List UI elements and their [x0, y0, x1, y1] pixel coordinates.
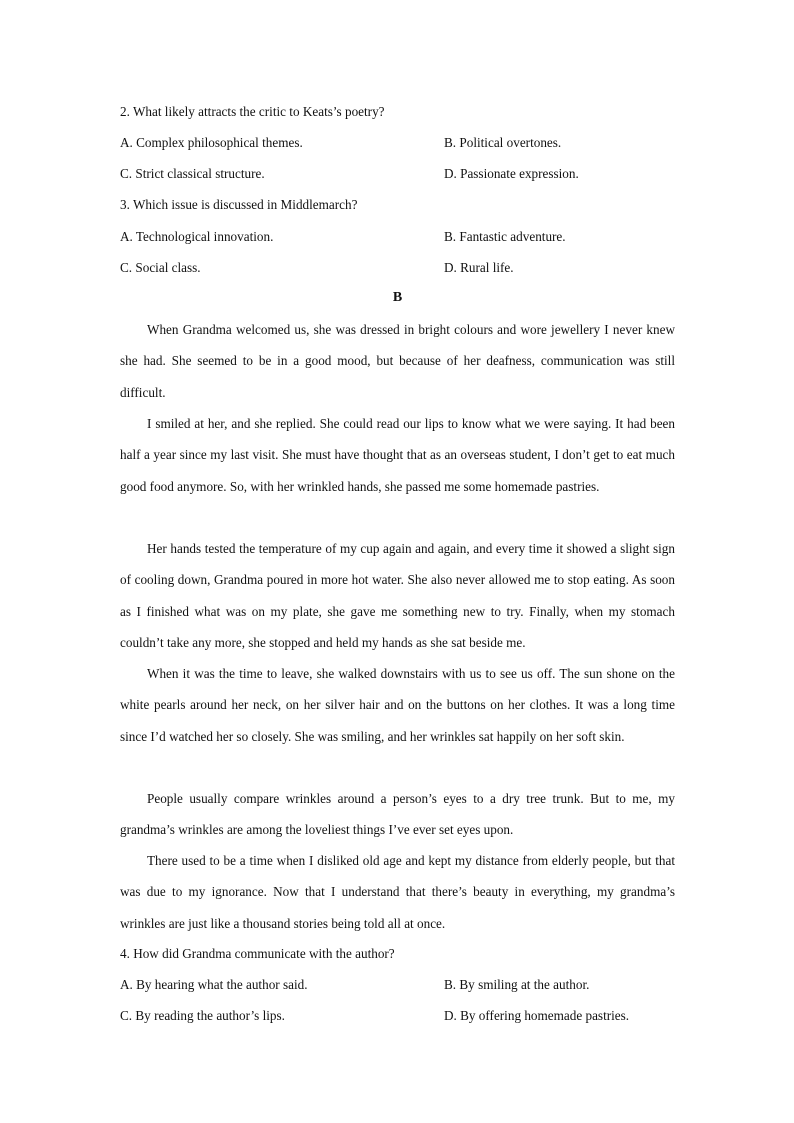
question-4-stem: 4. How did Grandma communicate with the author?: [120, 946, 395, 961]
question-3-option-d: D. Rural life.: [444, 260, 514, 275]
passage-paragraph-4: When it was the time to leave, she walked downstairs with us to see us off. The sun shone on the white pearls around her neck, on her silver hair and on the buttons on her clothes. It was a long time since I’d watched her so closely. She was smiling, and her wrinkles sat happily on her soft skin.: [120, 666, 675, 744]
question-2-option-b: B. Political overtones.: [444, 135, 562, 150]
question-3-option-c: C. Social class.: [120, 260, 201, 275]
passage-paragraph-6: There used to be a time when I disliked old age and kept my distance from elderly people, but that was due to my ignorance. Now that I understand that there’s beauty in everything, my grandma’s wrinkles are just like a thousand stories being told all at once.: [120, 853, 675, 931]
question-4-option-c: C. By reading the author’s lips.: [120, 1008, 285, 1023]
passage-paragraph-3: Her hands tested the temperature of my cup again and again, and every time it showed a slight sign of cooling down, Grandma poured in more hot water. She also never allowed me to stop eating. As soon as I finished what was on my plate, she gave me something new to try. Finally, when my stomach couldn’t take any more, she stopped and held my hands as she sat beside me.: [120, 541, 675, 650]
question-3-option-b: B. Fantastic adventure.: [444, 229, 566, 244]
passage-paragraph-1: When Grandma welcomed us, she was dressed in bright colours and wore jewellery I never knew she had. She seemed to be in a good mood, but because of her deafness, communication was still difficult.: [120, 322, 675, 400]
question-3-option-a: A. Technological innovation.: [120, 229, 274, 244]
question-4-option-b: B. By smiling at the author.: [444, 977, 590, 992]
question-3-stem: 3. Which issue is discussed in Middlemarch?: [120, 197, 358, 212]
passage-paragraph-2: I smiled at her, and she replied. She could read our lips to know what we were saying. It had been half a year since my last visit. She must have thought that as an overseas student, I don’t get to eat much good food anymore. So, with her wrinkled hands, she passed me some homemade pastries.: [120, 416, 675, 494]
question-2-option-c: C. Strict classical structure.: [120, 166, 265, 181]
question-2-option-a: A. Complex philosophical themes.: [120, 135, 303, 150]
passage-paragraph-5: People usually compare wrinkles around a person’s eyes to a dry tree trunk. But to me, my grandma’s wrinkles are among the loveliest things I’ve ever set eyes upon.: [120, 791, 675, 838]
section-b-title: B: [392, 290, 403, 305]
question-4-option-d: D. By offering homemade pastries.: [444, 1008, 630, 1023]
question-2-option-d: D. Passionate expression.: [444, 166, 579, 181]
question-2-stem: 2. What likely attracts the critic to Keats’s poetry?: [120, 104, 385, 119]
question-4-option-a: A. By hearing what the author said.: [120, 977, 308, 992]
